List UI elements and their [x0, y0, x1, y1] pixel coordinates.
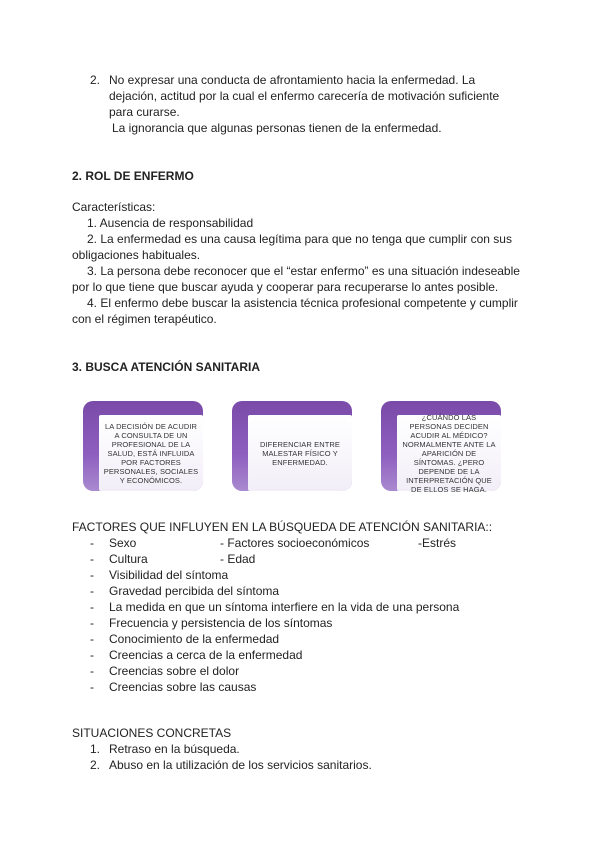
factor-item: Gravedad percibida del síntoma	[109, 584, 280, 598]
diagram-card-3-box	[397, 412, 501, 494]
intro-item2-number: 2.	[90, 73, 101, 87]
situation-1-number: 1.	[90, 742, 101, 756]
factor-item: Conocimiento de la enfermedad	[109, 632, 280, 646]
factors-dash: -	[90, 552, 94, 566]
section2-line5: por lo que tiene que buscar ayuda y cooperar para recuperarse lo antes posible.	[72, 280, 499, 294]
factor-cultura: Cultura	[109, 552, 148, 566]
diagram-card-2-box	[248, 415, 352, 491]
diagram-card-1-box	[99, 415, 203, 491]
factors-dash: -	[90, 600, 94, 614]
factors-dash: -	[90, 536, 94, 550]
section2-line1: 1. Ausencia de responsabilidad	[87, 216, 254, 230]
section2-label: Características:	[72, 200, 156, 214]
factor-sexo: Sexo	[109, 536, 137, 550]
factors-heading: FACTORES QUE INFLUYEN EN LA BÚSQUEDA DE ATENCIÓN SANITARIA::	[72, 520, 493, 534]
section2-heading: 2. ROL DE ENFERMO	[72, 169, 194, 183]
factor-item: Creencias a cerca de la enfermedad	[109, 648, 303, 662]
diagram-card-1	[83, 401, 203, 491]
intro-item2-line2: dejación, actitud por la cual el enfermo carecería de motivación suficiente	[109, 89, 500, 103]
factors-dash: -	[90, 632, 94, 646]
diagram-card-2	[232, 401, 352, 491]
factors-dash: -	[90, 648, 94, 662]
section2-line6: 4. El enfermo debe buscar la asistencia técnica profesional competente y cumplir	[87, 296, 518, 310]
intro-item2-line3: para curarse.	[109, 105, 180, 119]
factor-estres: -Estrés	[418, 536, 457, 550]
situation-2-number: 2.	[90, 758, 101, 772]
factor-item: Visibilidad del síntoma	[109, 568, 229, 582]
factor-edad: - Edad	[220, 552, 256, 566]
factor-item: La medida en que un síntoma interfiere en la vida de una persona	[109, 600, 460, 614]
section2-line2: 2. La enfermedad es una causa legítima para que no tenga que cumplir con sus	[87, 232, 512, 246]
diagram-card-3-text: ¿CUÁNDO LAS PERSONAS DECIDEN ACUDIR AL MÉDICO? NORMALMENTE ANTE LA APARICIÓN DE SÍNTOMAS. ¿PERO DEPENDE DE LA INTERPRETACIÓN QUE DE ELLOS SE HAGA.	[402, 412, 496, 494]
situation-2-text: Abuso en la utilización de los servicios sanitarios.	[109, 758, 372, 772]
intro-note: La ignorancia que algunas personas tienen de la enfermedad.	[112, 121, 442, 135]
factor-socioeconomicos: - Factores socioeconómicos	[220, 536, 370, 550]
diagram-card-3	[381, 401, 501, 494]
factors-dash: -	[90, 616, 94, 630]
section2-line7: con el régimen terapéutico.	[72, 312, 217, 326]
factors-dash: -	[90, 664, 94, 678]
factor-item: Creencias sobre el dolor	[109, 664, 240, 678]
diagram-card-2-text: DIFERENCIAR ENTRE MALESTAR FÍSICO Y ENFERMEDAD.	[259, 439, 341, 467]
intro-item2-line1: No expresar una conducta de afrontamiento hacia la enfermedad. La	[109, 73, 476, 87]
section2-line3: obligaciones habituales.	[72, 248, 201, 262]
factors-dash: -	[90, 568, 94, 582]
section2-line4: 3. La persona debe reconocer que el “estar enfermo” es una situación indeseable	[87, 264, 520, 278]
factors-dash: -	[90, 680, 94, 694]
factors-dash: -	[90, 584, 94, 598]
factor-item: Creencias sobre las causas	[109, 680, 257, 694]
situations-heading: SITUACIONES CONCRETAS	[72, 726, 232, 740]
factor-item: Frecuencia y persistencia de los síntomas	[109, 616, 333, 630]
situation-1-text: Retraso en la búsqueda.	[109, 742, 240, 756]
section3-heading: 3. BUSCA ATENCIÓN SANITARIA	[72, 360, 261, 374]
diagram-card-1-text: LA DECISIÓN DE ACUDIR A CONSULTA DE UN PROFESIONAL DE LA SALUD, ESTÁ INFLUIDA POR FACTORES PERSONALES, SOCIALES Y ECONÓMICOS.	[103, 421, 199, 485]
